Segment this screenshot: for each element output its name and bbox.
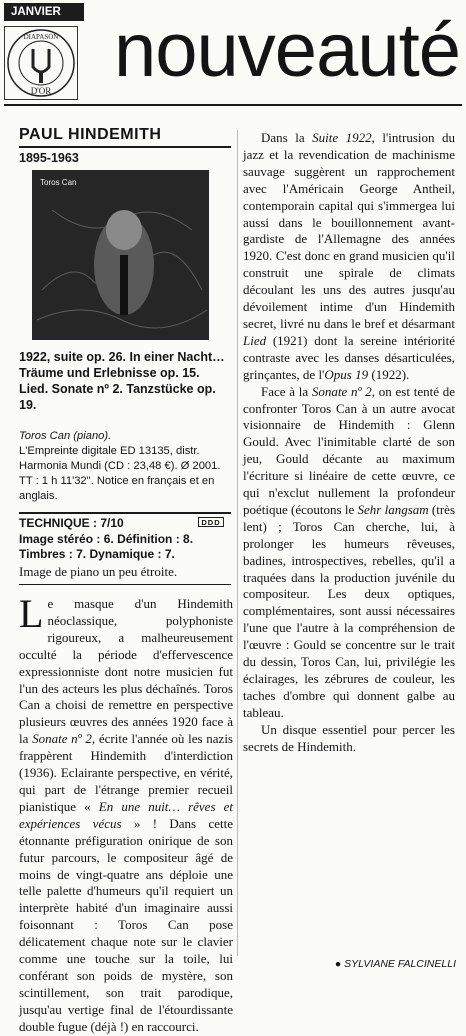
p3-text-b: , on est tenté de confronter Toros Can à un autre avocat visionnaire de Hindemith : Glenn Gould. Avec l'inimitable clarté de son jeu, Gould décante au maximum l'écriture si linéaire de cette œuvre, ce qui n'exclut nullement la profondeur poétique (écoutons le (243, 383, 455, 517)
body-column-left (19, 591, 233, 1034)
paragraph-2 (243, 130, 455, 384)
diapason-dor-logo (4, 26, 78, 100)
label-info: L'Empreinte digitale ED 13135, distr. Harmonia Mundi (CD : 23,48 €). Ø 2001. TT : 1 h 11'32". Notice en français et en anglais. (19, 445, 221, 502)
dynamique: Dynamique : 7. (89, 547, 175, 561)
drop-cap: L (19, 591, 44, 636)
header-rule (4, 104, 462, 106)
composer-dates: 1895-1963 (19, 151, 79, 165)
p1-nuit: En une nuit… rêves et expériences vécus (19, 798, 233, 831)
paragraph-4: Un disque essentiel pour percer les secrets de Hindemith. (243, 721, 455, 754)
author-signature: ● SYLVIANE FALCINELLI (334, 958, 456, 970)
image-stereo: Image stéréo : 6. (19, 531, 114, 546)
technique-score: TECHNIQUE : 7/10 (19, 516, 124, 530)
album-cover (32, 170, 209, 340)
body-rule (19, 584, 231, 585)
p1-text-c: » ! Dans cette étonnante préfiguration onirique de son futur parcours, le compositeur âgé de moins de vingt-quatre ans déploie une telle palette d'humeurs qu'il requiert un interprète habité d'un imaginaire aussi foisonnant : Toros Can pose délicatement chaque note sur le clavier comme une touche sur la toile, lui conférant son poids de mystère, son scintillement, son trait parodique, jusqu'au vertige final de l'étourdissante double fugue (déjà !) en raccourci. (19, 815, 233, 1034)
p2-text-b: , l'intrusion du jazz et la revendication de machinisme sauvage suggèrent un rapprochement avec l'Américain George Antheil, contemporain capital qui s'immergea lui aussi dans le bouillonnement avant-gardiste de l'Allemagne des années 1920. C'est donc en grand musicien qu'il construit une spirale de climats découlant les uns des autres jusqu'au dévoilement intime d'un Hindemith secret, livré nu dans le bref et désarmant (243, 130, 455, 331)
definition: Définition : 8. (117, 531, 194, 546)
paragraph-1 (19, 591, 233, 1036)
body-column-right (243, 130, 455, 952)
p2-text-a: Dans la (261, 130, 313, 145)
svg-text:D'OR: D'OR (30, 86, 52, 96)
p1-sonate: Sonate nº 2 (32, 731, 92, 747)
p1-text-a: e masque d'un Hindemith néoclassique, polyphoniste rigoureux, a malheureusement occulté la période d'effervescence expressionniste dont notre musicien fut l'un des acteurs les plus déchaînés. Toros Can a choisi de remettre en perspective plusieurs œuvres des années 1920 face à la (19, 596, 233, 747)
works-list: 1922, suite op. 26. In einer Nacht… Träume und Erlebnisse op. 15. Lied. Sonate nº 2. Tanzstücke op. 19. (19, 350, 225, 412)
p3-sehr: Sehr langsam (357, 501, 429, 517)
technique-comment: Image de piano un peu étroite. (19, 564, 178, 579)
diapason-seal-icon (5, 27, 77, 99)
timbres: Timbres : 7. (19, 547, 87, 561)
column-divider (237, 130, 238, 956)
p2-text-c: (1921) dont la sereine intériorité contraste avec les danses désarticulées, grinçantes, de l' (243, 332, 455, 382)
album-credits (19, 429, 234, 504)
p3-sonate: Sonate nº 2 (311, 383, 372, 399)
paragraph-3 (243, 384, 455, 722)
p2-text-d: (1922). (368, 366, 410, 382)
ddd-badge: DDD (198, 517, 224, 527)
performer: Toros Can (piano). (19, 430, 112, 442)
p1-text-b: , écrite l'année où les nazis frappèrent Hindemith d'interdiction (1936). Eclairante perspective, en vérité, qui part de l'étrange premier recueil pianistique « (19, 731, 233, 814)
p2-suite: Suite 1922 (312, 130, 372, 145)
month-label: JANVIER (4, 3, 84, 21)
p3-text-c: (très lent) ; Toros Can cherche, lui, à prolonger les humeurs rêveuses, badines, introspectives, rebelles, qu'il a traquées dans la production juvénile du compositeur. Les deux optiques, complémentaires, sont aussi nécessaires l'une que l'autre à la compréhension de l'œuvre : Gould se concentre sur le trait du dessin, Toros Can, lui, privilégie les éclairages, les zébrures de couleur, les taches d'ombre qui donnent galbe au tableau. (243, 501, 456, 720)
composer-rule (19, 146, 231, 148)
p2-opus: Opus 19 (324, 366, 369, 382)
p3-text-a: Face à la (261, 383, 312, 399)
composer-name: PAUL HINDEMITH (19, 126, 162, 143)
p2-lied: Lied (243, 332, 267, 348)
technique-rule (19, 512, 231, 514)
page-title: nouveauté (114, 8, 460, 93)
svg-text:DIAPASON: DIAPASON (23, 33, 59, 41)
album-cover-title: Toros Can (40, 178, 77, 187)
